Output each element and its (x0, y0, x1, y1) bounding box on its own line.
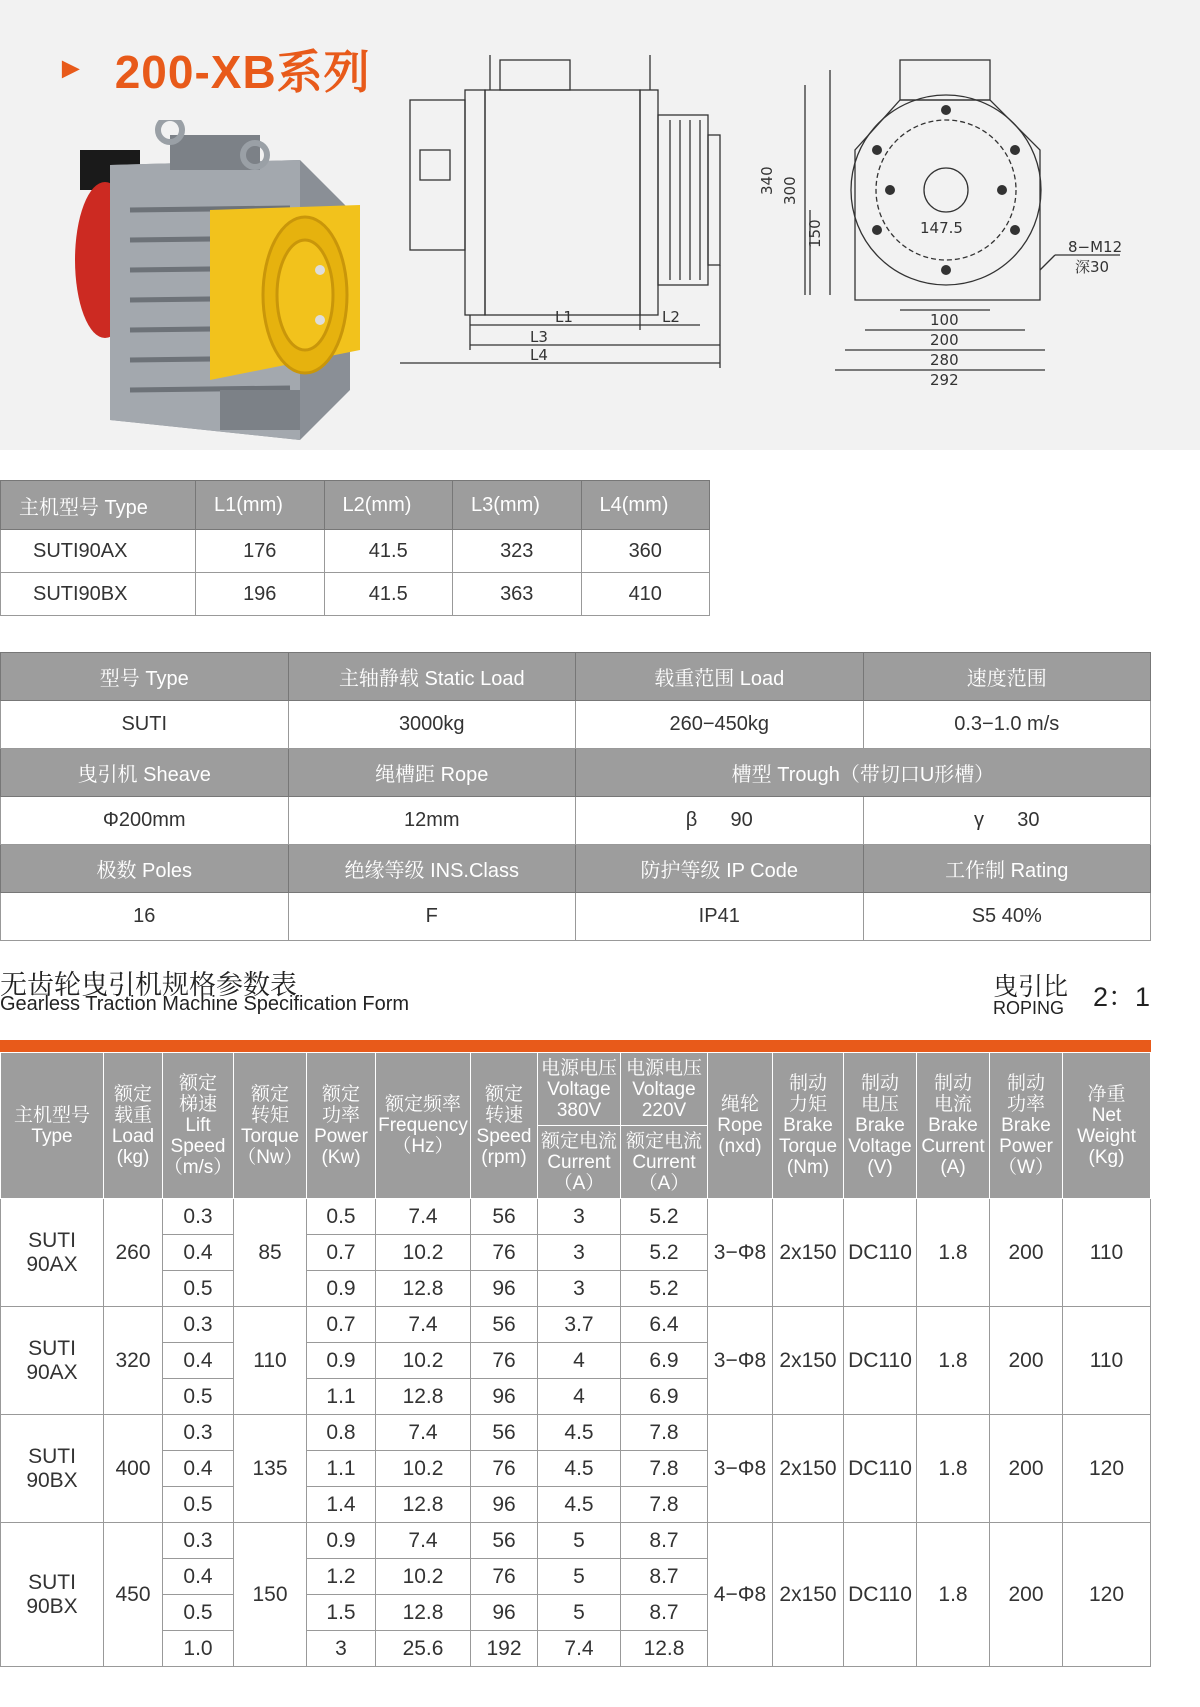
torque-cell: 110 (234, 1307, 307, 1415)
dim-200: 200 (930, 331, 959, 349)
frequency-cell: 7.4 (376, 1415, 471, 1451)
header-line: 电压 (860, 1094, 899, 1115)
table-header-row (1, 1053, 1151, 1126)
header-line: 380V (556, 1099, 602, 1121)
table-row (1, 797, 1151, 845)
table-row (1, 1199, 1151, 1235)
table-header-row (1, 749, 1151, 797)
header-cell: 主轴静载 Static Load (288, 653, 576, 701)
power-cell: 1.2 (307, 1559, 376, 1595)
cell: 363 (453, 573, 582, 616)
power-cell: 0.5 (307, 1199, 376, 1235)
header-line: 转速 (484, 1104, 523, 1126)
header-voltage-380 (538, 1053, 621, 1126)
power-cell: 0.9 (307, 1271, 376, 1307)
speed-cell: 0.4 (163, 1451, 234, 1487)
header-line: Torque (240, 1125, 300, 1147)
spec-table (0, 1052, 1151, 1667)
rpm-cell: 76 (471, 1451, 538, 1487)
header-cell: 防护等级 IP Code (576, 845, 864, 893)
dim-280: 280 (930, 351, 959, 369)
header-frequency (376, 1053, 471, 1199)
rope-cell: 3−Φ8 (708, 1199, 773, 1307)
header-line: 制动 (933, 1073, 972, 1094)
spec-form-title-en: Gearless Traction Machine Specification Form (0, 993, 410, 1015)
table-header-row (1, 481, 710, 530)
header-line: 电源电压 (540, 1057, 617, 1079)
header-line: 转矩 (250, 1104, 289, 1126)
current-220-cell: 6.9 (621, 1379, 708, 1415)
header-line: Brake (855, 1115, 905, 1136)
power-cell: 1.4 (307, 1487, 376, 1523)
beta-symbol: β (685, 809, 698, 831)
model-cell (1, 1415, 104, 1523)
net-weight-cell: 110 (1063, 1307, 1151, 1415)
header-line: Weight (1077, 1125, 1136, 1147)
series-title (56, 36, 371, 102)
header-line: （A） (553, 1172, 605, 1194)
cell: 41.5 (324, 573, 453, 616)
speed-cell: 0.5 (163, 1271, 234, 1307)
frequency-cell: 12.8 (376, 1595, 471, 1631)
cell: SUTI90BX (1, 573, 196, 616)
header-line: 电源电压 (625, 1057, 702, 1079)
header-line: 绳轮 (720, 1094, 759, 1115)
cell: F (288, 893, 576, 941)
brake-voltage-cell: DC110 (844, 1199, 917, 1307)
header-line: 制动 (788, 1073, 827, 1094)
model-cell-line: SUTI (28, 1336, 76, 1360)
product-hero (0, 0, 1200, 450)
gamma-symbol: γ (973, 809, 984, 831)
header-line: Power (314, 1125, 368, 1147)
gamma-value: 30 (1017, 809, 1040, 831)
header-cell: 主机型号 Type (1, 481, 196, 530)
header-cell: 工作制 Rating (863, 845, 1151, 893)
header-line: Current (632, 1151, 696, 1173)
torque-cell: 85 (234, 1199, 307, 1307)
model-cell (1, 1523, 104, 1667)
model-cell-line: SUTI (28, 1570, 76, 1594)
header-line: Voltage (632, 1078, 696, 1100)
header-line: （Nw） (237, 1146, 303, 1168)
cell: 41.5 (324, 530, 453, 573)
current-220-cell: 7.8 (621, 1451, 708, 1487)
header-line: (rpm) (481, 1146, 527, 1168)
frequency-cell: 25.6 (376, 1631, 471, 1667)
rope-cell: 4−Φ8 (708, 1523, 773, 1667)
current-220-cell: 7.8 (621, 1487, 708, 1523)
parameter-table (0, 652, 1151, 941)
speed-cell: 0.3 (163, 1199, 234, 1235)
beta-value: 90 (730, 809, 753, 831)
rpm-cell: 96 (471, 1379, 538, 1415)
table-row (1, 1415, 1151, 1451)
header-rope (708, 1053, 773, 1199)
brake-torque-cell: 2x150 (773, 1415, 844, 1523)
cell: 0.3−1.0 m/s (863, 701, 1151, 749)
brake-current-cell: 1.8 (917, 1307, 990, 1415)
rpm-cell: 56 (471, 1415, 538, 1451)
header-line: 主机型号 (13, 1104, 90, 1126)
roping-label-en: ROPING (993, 998, 1065, 1018)
rpm-cell: 192 (471, 1631, 538, 1667)
cell: Φ200mm (1, 797, 289, 845)
l1-label: L1 (555, 308, 573, 326)
traction-machine-photo (70, 120, 400, 450)
current-220-cell: 8.7 (621, 1595, 708, 1631)
power-cell: 1.5 (307, 1595, 376, 1631)
header-cell: L1(mm) (196, 481, 325, 530)
model-cell-line: 90AX (26, 1360, 78, 1384)
header-cell: L4(mm) (581, 481, 710, 530)
roping-value: 2：1 (1093, 982, 1151, 1012)
current-380-cell: 3 (538, 1271, 621, 1307)
current-380-cell: 4 (538, 1379, 621, 1415)
dim-340: 340 (758, 166, 776, 195)
header-line: 梯速 (178, 1094, 217, 1115)
header-line: 载重 (113, 1104, 152, 1126)
dim-300: 300 (781, 176, 799, 205)
power-cell: 0.9 (307, 1523, 376, 1559)
header-line: 额定 (484, 1083, 523, 1105)
brake-power-cell: 200 (990, 1415, 1063, 1523)
rpm-cell: 96 (471, 1271, 538, 1307)
spec-table-head (1, 1053, 1151, 1199)
header-cell: 曳引机 Sheave (1, 749, 289, 797)
cell: 323 (453, 530, 582, 573)
rpm-cell: 76 (471, 1343, 538, 1379)
header-cell: 载重范围 Load (576, 653, 864, 701)
header-line: Current (921, 1136, 985, 1157)
torque-cell: 135 (234, 1415, 307, 1523)
current-380-cell: 5 (538, 1559, 621, 1595)
header-current-380 (538, 1126, 621, 1199)
speed-cell: 0.5 (163, 1595, 234, 1631)
brake-current-cell: 1.8 (917, 1523, 990, 1667)
current-380-cell: 3 (538, 1235, 621, 1271)
header-line: 制动 (1006, 1073, 1045, 1094)
brake-torque-cell: 2x150 (773, 1523, 844, 1667)
rpm-cell: 56 (471, 1307, 538, 1343)
table-row (1, 1307, 1151, 1343)
brake-power-cell: 200 (990, 1523, 1063, 1667)
speed-cell: 0.4 (163, 1235, 234, 1271)
current-380-cell: 4.5 (538, 1487, 621, 1523)
current-220-cell: 5.2 (621, 1271, 708, 1307)
rpm-cell: 56 (471, 1523, 538, 1559)
brake-current-cell: 1.8 (917, 1199, 990, 1307)
frequency-cell: 10.2 (376, 1559, 471, 1595)
frequency-cell: 10.2 (376, 1451, 471, 1487)
load-cell: 450 (104, 1523, 163, 1667)
model-cell (1, 1307, 104, 1415)
cell: 3000kg (288, 701, 576, 749)
speed-cell: 0.5 (163, 1487, 234, 1523)
dimension-table (0, 480, 710, 616)
header-line: Brake (783, 1115, 833, 1136)
header-rpm (471, 1053, 538, 1199)
cell: 410 (581, 573, 710, 616)
header-line: （W） (998, 1157, 1054, 1178)
current-220-cell: 8.7 (621, 1559, 708, 1595)
power-cell: 0.7 (307, 1235, 376, 1271)
cell (576, 797, 864, 845)
header-line: 额定 (113, 1083, 152, 1105)
l4-label: L4 (530, 346, 548, 364)
current-220-cell: 5.2 (621, 1235, 708, 1271)
model-cell (1, 1199, 104, 1307)
cell: 260−450kg (576, 701, 864, 749)
power-cell: 3 (307, 1631, 376, 1667)
header-line: 额定 (178, 1073, 217, 1094)
header-line: (V) (867, 1157, 893, 1178)
model-cell-line: 90AX (26, 1252, 78, 1276)
header-line: Brake (1001, 1115, 1051, 1136)
power-cell: 0.7 (307, 1307, 376, 1343)
cell: SUTI (1, 701, 289, 749)
current-380-cell: 4 (538, 1343, 621, 1379)
rope-cell: 3−Φ8 (708, 1415, 773, 1523)
power-cell: 1.1 (307, 1379, 376, 1415)
header-type (1, 1053, 104, 1199)
table-row (1, 530, 710, 573)
cell: 196 (196, 573, 325, 616)
current-220-cell: 12.8 (621, 1631, 708, 1667)
header-cell: 极数 Poles (1, 845, 289, 893)
net-weight-cell: 120 (1063, 1523, 1151, 1667)
rpm-cell: 96 (471, 1487, 538, 1523)
header-line: Power (999, 1136, 1053, 1157)
dimension-drawing (400, 40, 1200, 440)
table-row (1, 701, 1151, 749)
header-line: (nxd) (718, 1136, 762, 1157)
dim-100: 100 (930, 311, 959, 329)
header-line: 功率 (1006, 1094, 1045, 1115)
current-380-cell: 3.7 (538, 1307, 621, 1343)
rpm-cell: 76 (471, 1559, 538, 1595)
rpm-cell: 76 (471, 1235, 538, 1271)
header-cell: 绳槽距 Rope (288, 749, 576, 797)
current-380-cell: 5 (538, 1595, 621, 1631)
cell: SUTI90AX (1, 530, 196, 573)
brake-current-cell: 1.8 (917, 1415, 990, 1523)
header-line: Voltage (848, 1136, 912, 1157)
power-cell: 0.9 (307, 1343, 376, 1379)
table-header-row (1, 653, 1151, 701)
depth-label: 深30 (1075, 258, 1110, 276)
header-line: （A） (638, 1172, 690, 1194)
spec-form-title-cn: 无齿轮曳引机规格参数表 (0, 970, 297, 1000)
brake-torque-cell: 2x150 (773, 1199, 844, 1307)
header-line: 功率 (321, 1104, 360, 1126)
header-cell: 绝缘等级 INS.Class (288, 845, 576, 893)
frequency-cell: 7.4 (376, 1199, 471, 1235)
rpm-cell: 56 (471, 1199, 538, 1235)
load-cell: 400 (104, 1415, 163, 1523)
brake-torque-cell: 2x150 (773, 1307, 844, 1415)
cell: 176 (196, 530, 325, 573)
series-title-text: 200-XB系列 (114, 46, 371, 98)
header-line: Torque (778, 1136, 838, 1157)
header-cell: 速度范围 (863, 653, 1151, 701)
header-line: （Hz） (392, 1136, 454, 1157)
dim-150: 150 (806, 219, 824, 248)
torque-cell: 150 (234, 1523, 307, 1667)
table-row (1, 573, 710, 616)
l2-label: L2 (662, 308, 680, 326)
header-line: Frequency (378, 1115, 468, 1136)
table-header-row (1, 845, 1151, 893)
speed-cell: 0.4 (163, 1343, 234, 1379)
net-weight-cell: 120 (1063, 1415, 1151, 1523)
net-weight-cell: 110 (1063, 1199, 1151, 1307)
header-line: 额定 (321, 1083, 360, 1105)
header-line: 额定电流 (540, 1130, 617, 1152)
model-cell-line: SUTI (28, 1444, 76, 1468)
model-cell-line: 90BX (26, 1468, 78, 1492)
header-brake-current (917, 1053, 990, 1199)
cell: 360 (581, 530, 710, 573)
frequency-cell: 7.4 (376, 1523, 471, 1559)
header-line: Load (111, 1125, 155, 1147)
bolt-label: 8−M12 (1068, 238, 1123, 256)
brake-voltage-cell: DC110 (844, 1523, 917, 1667)
cell: 16 (1, 893, 289, 941)
header-power (307, 1053, 376, 1199)
current-220-cell: 5.2 (621, 1199, 708, 1235)
header-cell: 型号 Type (1, 653, 289, 701)
load-cell: 320 (104, 1307, 163, 1415)
header-line: 220V (641, 1099, 687, 1121)
header-line: （m/s） (163, 1157, 233, 1178)
frequency-cell: 10.2 (376, 1235, 471, 1271)
current-380-cell: 7.4 (538, 1631, 621, 1667)
speed-cell: 1.0 (163, 1631, 234, 1667)
header-brake-voltage (844, 1053, 917, 1199)
header-line: 净重 (1087, 1083, 1126, 1105)
header-line: (Kw) (321, 1146, 361, 1168)
frequency-cell: 12.8 (376, 1379, 471, 1415)
header-line: Lift (185, 1115, 211, 1136)
speed-cell: 0.3 (163, 1307, 234, 1343)
header-torque (234, 1053, 307, 1199)
dim-147-5: 147.5 (920, 219, 963, 237)
arrow-right-icon: ► (56, 52, 87, 85)
header-line: Type (31, 1125, 73, 1147)
power-cell: 0.8 (307, 1415, 376, 1451)
current-380-cell: 4.5 (538, 1451, 621, 1487)
power-cell: 1.1 (307, 1451, 376, 1487)
header-speed (163, 1053, 234, 1199)
current-220-cell: 8.7 (621, 1523, 708, 1559)
speed-cell: 0.3 (163, 1415, 234, 1451)
header-line: Brake (928, 1115, 978, 1136)
frequency-cell: 7.4 (376, 1307, 471, 1343)
current-220-cell: 6.9 (621, 1343, 708, 1379)
header-cell: L2(mm) (324, 481, 453, 530)
header-line: (kg) (116, 1146, 150, 1168)
brake-voltage-cell: DC110 (844, 1307, 917, 1415)
frequency-cell: 10.2 (376, 1343, 471, 1379)
header-line: (A) (940, 1157, 966, 1178)
l3-label: L3 (530, 328, 548, 346)
header-current-220 (621, 1126, 708, 1199)
header-line: 额定频率 (384, 1094, 461, 1115)
header-line: 制动 (860, 1073, 899, 1094)
model-cell-line: SUTI (28, 1228, 76, 1252)
orange-divider (0, 1040, 1151, 1052)
header-line: (Kg) (1088, 1146, 1125, 1168)
speed-cell: 0.3 (163, 1523, 234, 1559)
speed-cell: 0.4 (163, 1559, 234, 1595)
header-line: Net (1091, 1104, 1122, 1126)
header-cell: L3(mm) (453, 481, 582, 530)
frequency-cell: 12.8 (376, 1487, 471, 1523)
header-line: 力矩 (788, 1094, 827, 1115)
header-line: 额定 (250, 1083, 289, 1105)
frequency-cell: 12.8 (376, 1271, 471, 1307)
rpm-cell: 96 (471, 1595, 538, 1631)
cell: 12mm (288, 797, 576, 845)
speed-cell: 0.5 (163, 1379, 234, 1415)
cell: S5 40% (863, 893, 1151, 941)
table-row (1, 1523, 1151, 1559)
roping-label-cn: 曳引比 (993, 973, 1069, 1001)
header-line: Voltage (547, 1078, 611, 1100)
header-brake-torque (773, 1053, 844, 1199)
header-line: Speed (476, 1125, 532, 1147)
load-cell: 260 (104, 1199, 163, 1307)
header-line: Speed (170, 1136, 226, 1157)
current-380-cell: 4.5 (538, 1415, 621, 1451)
current-220-cell: 7.8 (621, 1415, 708, 1451)
table-row (1, 893, 1151, 941)
header-line: Current (547, 1151, 611, 1173)
header-line: 电流 (933, 1094, 972, 1115)
header-line: Rope (717, 1115, 763, 1136)
current-380-cell: 3 (538, 1199, 621, 1235)
cell (863, 797, 1151, 845)
brake-voltage-cell: DC110 (844, 1415, 917, 1523)
header-load (104, 1053, 163, 1199)
current-220-cell: 6.4 (621, 1307, 708, 1343)
header-brake-power (990, 1053, 1063, 1199)
current-380-cell: 5 (538, 1523, 621, 1559)
header-line: (Nm) (786, 1157, 830, 1178)
cell: IP41 (576, 893, 864, 941)
spec-table-body (1, 1199, 1151, 1667)
header-net-weight (1063, 1053, 1151, 1199)
header-voltage-220 (621, 1053, 708, 1126)
brake-power-cell: 200 (990, 1307, 1063, 1415)
header-line: 额定电流 (625, 1130, 702, 1152)
rope-cell: 3−Φ8 (708, 1307, 773, 1415)
brake-power-cell: 200 (990, 1199, 1063, 1307)
header-cell: 槽型 Trough（带切口U形槽） (576, 749, 1151, 797)
model-cell-line: 90BX (26, 1594, 78, 1618)
dim-292: 292 (930, 371, 959, 389)
